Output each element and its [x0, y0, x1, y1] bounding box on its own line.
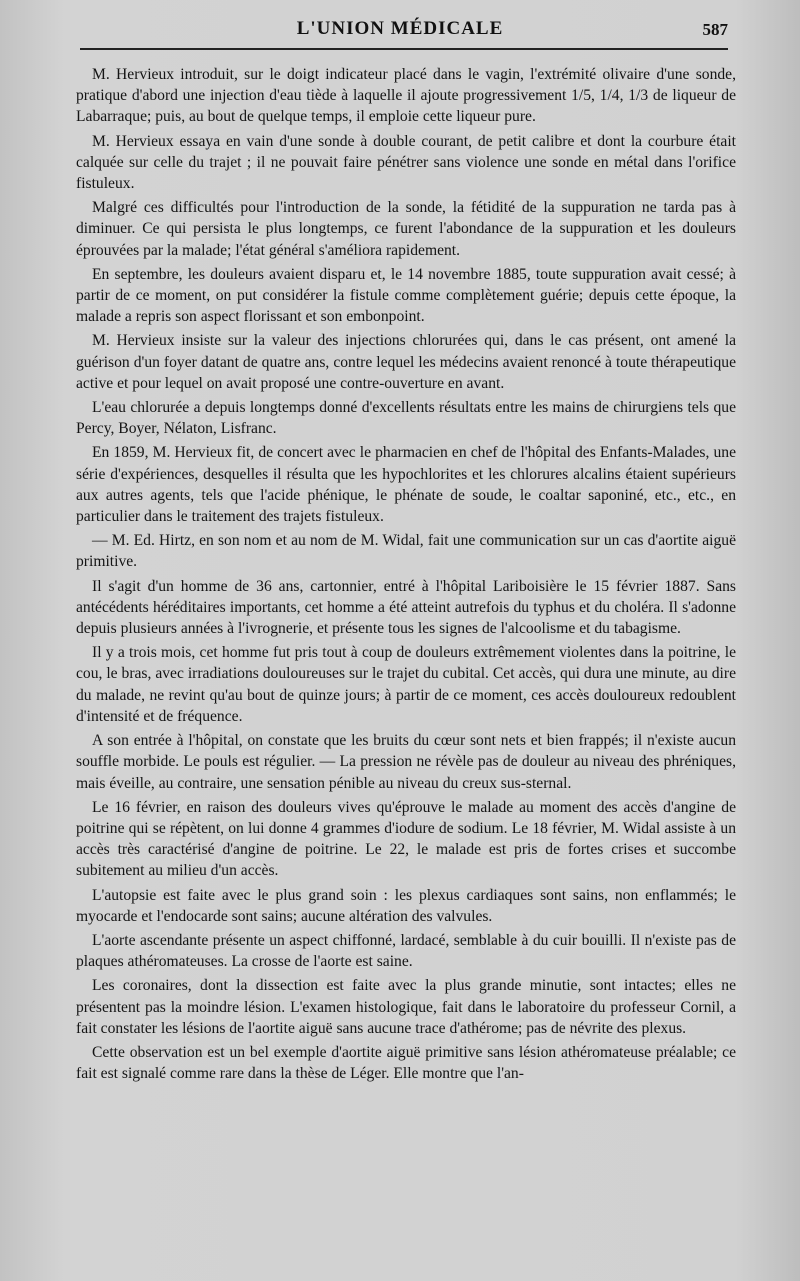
journal-title: L'UNION MÉDICALE — [296, 18, 504, 39]
paragraph: Il y a trois mois, cet homme fut pris tout à coup de douleurs extrêmement violentes dans la poitrine, le cou, le bras, avec irradiations douloureuses sur le trajet du cubital. Cet accès, qui dura une minute, au dire du malade, ne revint qu'au bout de quinze jours; à partir de ce moment, ces accès douloureux redoublent d'intensité et de fréquence. — [76, 644, 736, 725]
page-number: 587 — [702, 20, 728, 39]
paragraph: L'eau chlorurée a depuis longtemps donné d'excellents résultats entre les mains de chirurgiens tels que Percy, Boyer, Nélaton, Lisfranc. — [76, 399, 736, 438]
article-body — [76, 64, 736, 1087]
paragraph: — M. Ed. Hirtz, en son nom et au nom de M. Widal, fait une communication sur un cas d'aortite aiguë primitive. — [76, 532, 736, 571]
paragraph: En 1859, M. Hervieux fit, de concert avec le pharmacien en chef de l'hôpital des Enfants-Malades, une série d'expériences, desquelles il résulta que les hypochlorites et les chlorures alcalins étaient supérieurs aux autres agents, tels que l'acide phénique, le phénate de soude, le coaltar saponiné, etc., etc., en particulier dans le traitement des trajets fistuleux. — [76, 444, 736, 526]
paragraph: En septembre, les douleurs avaient disparu et, le 14 novembre 1885, toute suppuration avait cessé; à partir de ce moment, on put considérer la fistule comme complètement guérie; depuis cette époque, la malade a repris son aspect florissant et son embonpoint. — [76, 265, 736, 326]
paragraph: Les coronaires, dont la dissection est faite avec la plus grande minutie, sont intactes; elles ne présentent pas la moindre lésion. L'examen histologique, fait dans le laboratoire du professeur Cornil, a fait constater les lésions de l'aortite aiguë sans aucune trace d'athérome; pas de névrite des plexus. — [76, 977, 736, 1037]
paragraph: M. Hervieux essaya en vain d'une sonde à double courant, de petit calibre et dont la courbure était calquée sur celle du trajet ; il ne pouvait faire pénétrer sans violence une sonde en métal dans l'orifice fistuleux. — [76, 132, 736, 193]
paragraph: L'autopsie est faite avec le plus grand soin : les plexus cardiaques sont sains, non enflammés; le myocarde et l'endocarde sont sains; aucune altération des valvules. — [76, 886, 736, 925]
header-rule — [80, 48, 728, 50]
paragraph: Cette observation est un bel exemple d'aortite aiguë primitive sans lésion athéromateuse préalable; ce fait est signalé comme rare dans la thèse de Léger. Elle montre que l'an- — [76, 1043, 736, 1083]
paragraph: Malgré ces difficultés pour l'introduction de la sonde, la fétidité de la suppuration ne tarda pas à diminuer. Ce qui persista le plus longtemps, ce furent l'abondance de la suppuration et les douleurs éprouvées par la malade; l'état général s'améliora rapidement. — [76, 199, 736, 259]
page-header — [0, 14, 800, 50]
paragraph: A son entrée à l'hôpital, on constate que les bruits du cœur sont nets et bien frappés; il n'existe aucun souffle morbide. Le pouls est régulier. — La pression ne révèle pas de douleur au niveau des phréniques, mais éveille, au contraire, une sensation pénible au niveau du creux sus-sternal. — [76, 732, 736, 792]
paragraph: Le 16 février, en raison des douleurs vives qu'éprouve le malade au moment des accès d'angine de poitrine qui se répètent, on lui donne 4 grammes d'iodure de sodium. Le 18 février, M. Widal assiste à un accès très caractérisé d'angine de poitrine. Le 22, le malade est pris de fortes crises et succombe subitement au milieu d'un accès. — [76, 798, 736, 880]
paragraph: M. Hervieux insiste sur la valeur des injections chlorurées qui, dans le cas présent, ont amené la guérison d'un foyer datant de quatre ans, contre lequel les médecins avaient renoncé à toute thérapeutique active et pour lequel on avait proposé une contre-ouverture en avant. — [76, 332, 736, 392]
paragraph: L'aorte ascendante présente un aspect chiffonné, lardacé, semblable à du cuir bouilli. Il n'existe pas de plaques athéromateuses. La crosse de l'aorte est saine. — [76, 931, 736, 971]
paragraph: Il s'agit d'un homme de 36 ans, cartonnier, entré à l'hôpital Lariboisière le 15 février 1887. Sans antécédents héréditaires importants, cet homme a été atteint autrefois du typhus et du choléra. Il s'adonne depuis plusieurs années à l'ivrognerie, et présente tous les signes de l'alcoolisme et du tabagisme. — [76, 577, 736, 638]
paragraph: M. Hervieux introduit, sur le doigt indicateur placé dans le vagin, l'extrémité olivaire d'une sonde, pratique d'abord une injection d'eau tiède à laquelle il ajoute progressivement 1/5, 1/4, 1/3 de liqueur de Labarraque; puis, au bout de quelque temps, il emploie cette liqueur pure. — [76, 66, 736, 126]
